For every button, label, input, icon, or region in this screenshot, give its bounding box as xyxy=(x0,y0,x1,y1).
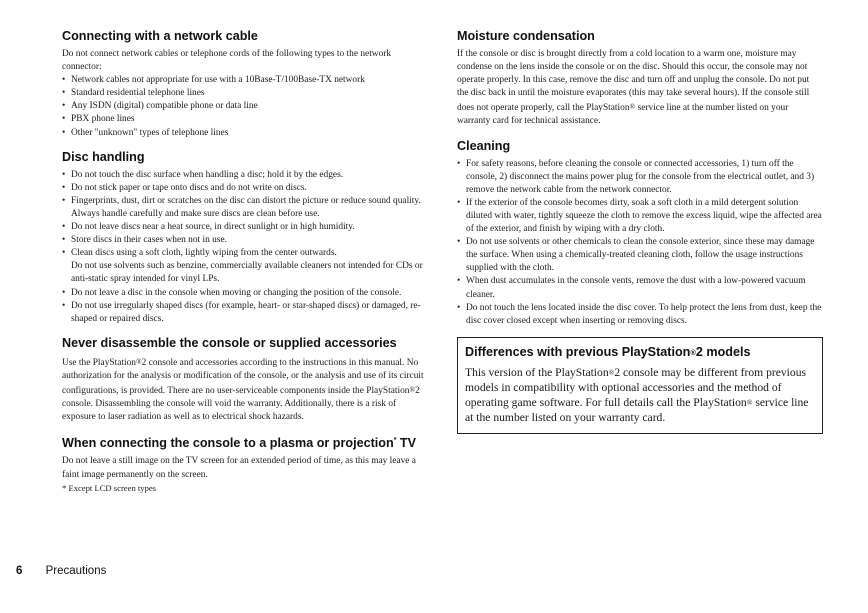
cleaning-heading: Cleaning xyxy=(457,138,511,153)
plasma-tv-section xyxy=(62,433,426,493)
model-differences-box xyxy=(457,337,823,434)
network-cable-section xyxy=(62,28,426,140)
network-cable-intro: Do not connect network cables or telephone cords of the following types to the network connector: xyxy=(62,49,392,73)
list-item: • If the exterior of the console becomes dirty, soak a soft cloth in a mild detergent solution diluted with water, tightly squeeze the cloth to remove the excess liquid, wipe the affected area of the exterior, and finish by wiping with a dry cloth. xyxy=(457,197,823,236)
list-item: • Do not touch the lens located inside the disc cover. To help protect the lens from dust, keep the disc cover closed except when inserting or removing discs. xyxy=(457,302,823,328)
list-item: • Do not touch the disc surface when handling a disc; hold it by the edges. xyxy=(62,169,426,182)
cleaning-section xyxy=(457,138,823,328)
list-item: • Other "unknown" types of telephone lines xyxy=(62,127,426,140)
cleaning-list xyxy=(457,158,823,328)
page-number: 6 xyxy=(16,565,23,577)
plasma-tv-text: Do not leave a still image on the TV screen for an extended period of time, as this may leave a faint image permanently on the screen. xyxy=(62,456,416,480)
list-item: • PBX phone lines xyxy=(62,113,426,126)
list-item: • Any ISDN (digital) compatible phone or data line xyxy=(62,100,426,113)
disc-handling-list xyxy=(62,169,426,261)
moisture-heading: Moisture condensation xyxy=(457,29,595,43)
network-cable-list xyxy=(62,74,426,139)
model-differences-heading: Differences with previous PlayStation®2 models xyxy=(465,344,751,359)
list-item: • Do not use irregularly shaped discs (for example, heart- or star-shaped discs) or damaged, re-shaped or repaired discs. xyxy=(62,300,426,326)
disassemble-heading: Never disassemble the console or supplied accessories xyxy=(62,335,397,350)
page-footer xyxy=(16,565,106,577)
disc-cleaning-note: Do not use solvents such as benzine, commercially available cleaners not intended for CDs or anti-static spray intended for vinyl LPs. xyxy=(71,261,423,285)
list-item: • Fingerprints, dust, dirt or scratches on the disc can distort the picture or reduce sound quality. Always handle carefully and make sure discs are clean before use. xyxy=(62,195,426,221)
section-name: Precautions xyxy=(45,565,107,577)
right-column xyxy=(457,28,823,434)
list-item: • Clean discs using a soft cloth, lightly wiping from the center outwards. xyxy=(62,247,426,260)
disassemble-text: Use the PlayStation®2 console and accessories according to the instructions in this manual. No authorization for the analysis or modification of the console, or the analysis and use of its circuit configurations, is provided. There are no user-serviceable components inside the PlayStation®2 console. Disassembling the console will void the warranty. Additionally, there is a risk of exposure to laser radiation as well as to electrical shock hazards. xyxy=(62,356,424,423)
list-item: • When dust accumulates in the console vents, remove the dust with a low-powered vacuum cleaner. xyxy=(457,275,823,301)
list-item: • Do not leave discs near a heat source, in direct sunlight or in high humidity. xyxy=(62,221,426,234)
network-cable-heading: Connecting with a network cable xyxy=(62,29,258,43)
model-differences-text: This version of the PlayStation®2 console may be different from previous models in compatibility with optional accessories and the method of operating game software. For full details call the PlayStation® service line at the number listed on your warranty card. xyxy=(465,365,809,425)
list-item: • Standard residential telephone lines xyxy=(62,87,426,100)
list-item: • For safety reasons, before cleaning the console or connected accessories, 1) turn off the console, 2) disconnect the mains power plug for the console from the electrical outlet, and 3) remove the network cable from the network connector. xyxy=(457,158,823,197)
list-item: • Do not leave a disc in the console when moving or changing the position of the console. xyxy=(62,287,426,300)
list-item: • Do not stick paper or tape onto discs and do not write on discs. xyxy=(62,182,426,195)
plasma-tv-footnote: * Except LCD screen types xyxy=(62,482,157,493)
plasma-tv-heading: When connecting the console to a plasma or projection* TV xyxy=(62,436,417,451)
disassemble-section xyxy=(62,335,426,424)
moisture-section xyxy=(457,28,823,129)
list-item: • Do not use solvents or other chemicals to clean the console exterior, since these may damage the surface. When using a chemically-treated cleaning cloth, follow the usage instructions supplied with the cloth. xyxy=(457,236,823,275)
moisture-text: If the console or disc is brought directly from a cold location to a warm one, moisture may condense on the lens inside the console or on the disc. Should this occur, the console may not operate properly. In this case, remove the disc and turn off and unplug the console. Do not put the disc back in until the moisture evaporates (this may take several hours). If the console still does not operate properly, call the PlayStation® service line at the number listed on your warranty card for technical assistance. xyxy=(457,49,810,127)
left-column xyxy=(62,28,426,503)
disc-handling-list-2 xyxy=(62,287,426,326)
disc-handling-heading: Disc handling xyxy=(62,149,145,164)
disc-handling-section xyxy=(62,149,426,326)
list-item: • Store discs in their cases when not in use. xyxy=(62,234,426,247)
list-item: • Network cables not appropriate for use with a 10Base-T/100Base-TX network xyxy=(62,74,426,87)
